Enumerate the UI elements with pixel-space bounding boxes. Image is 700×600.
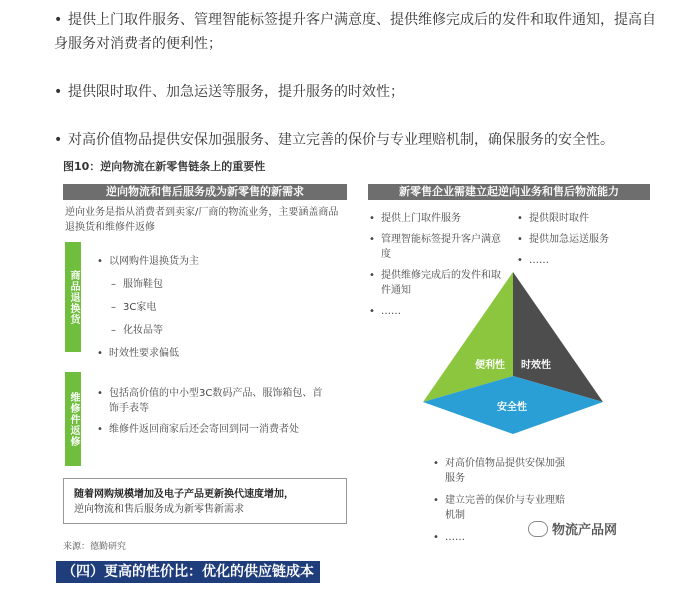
summary-line-2: 逆向物流和售后服务成为新零售新需求	[74, 504, 244, 515]
summary-line-1: 随着网购规模增加及电子产品更新换代速度增加，	[74, 489, 294, 500]
list-item: • ……	[433, 532, 465, 543]
wechat-icon	[528, 521, 548, 537]
watermark-text: 物流产品网	[552, 523, 618, 538]
list-item: • ……	[369, 306, 401, 317]
list-item: • 对高价值物品提供安保加强服务	[433, 458, 565, 484]
pyramid-bottom-label: 安全性	[497, 402, 527, 413]
bullet-dot: •	[54, 84, 63, 100]
paragraph-2-text: 提供限时取件、加急运送等服务，提升服务的时效性；	[68, 84, 404, 100]
paragraph-3-text: 对高价值物品提供安保加强服务、建立完善的保价与专业理赔机制，确保服务的安全性。	[68, 132, 614, 148]
pyramid-right-label: 时效性	[521, 360, 551, 371]
paragraph-3	[54, 128, 664, 152]
figure-10	[55, 158, 655, 556]
watermark	[528, 519, 617, 538]
right-panel-header: 新零售企业需建立起逆向业务和售后物流能力	[368, 184, 650, 200]
list-item: • 提供上门取件服务	[369, 213, 461, 224]
left-panel-header: 逆向物流和售后服务成为新零售的新需求	[63, 184, 347, 200]
list-item: • 提供限时取件	[517, 213, 589, 224]
list-item: • 以网购件退换货为主	[97, 256, 199, 267]
list-item: • 提供加急运送服务	[517, 234, 609, 245]
list-item: • 提供维修完成后的发件和取件通知	[369, 270, 501, 296]
left-intro-text: 逆向业务是指从消费者到卖家/厂商的物流业务，主要涵盖商品退换货和维修件返修	[65, 207, 339, 233]
list-item: • ……	[517, 255, 549, 266]
list-item: • 管理智能标签提升客户满意度	[369, 234, 501, 260]
bullet-dot: •	[54, 132, 63, 148]
tab-returns-exchanges: 商品退换货	[65, 242, 81, 352]
paragraph-1-text: 提供上门取件服务、管理智能标签提升客户满意度、提供维修完成后的发件和取件通知，提高自身服务对消费者的便利性；	[54, 12, 656, 52]
source-note: 来源：德勤研究	[63, 542, 127, 552]
tab-repair-returns: 维修件返修	[65, 372, 81, 466]
figure-title: 图10：逆向物流在新零售链条上的重要性	[63, 160, 266, 173]
service-pyramid	[423, 272, 603, 437]
list-item: – 3C家电	[111, 302, 157, 313]
bullet-dot: •	[54, 12, 63, 28]
pyramid-left-label: 便利性	[475, 360, 505, 371]
section-heading: （四）更高的性价比：优化的供应链成本	[56, 561, 320, 583]
list-item: – 化妆品等	[111, 325, 163, 336]
paragraph-1	[54, 8, 664, 56]
list-item: – 服饰鞋包	[111, 279, 163, 290]
paragraph-2	[54, 80, 664, 104]
timeliness-list	[517, 211, 637, 274]
list-item: • 维修件返回商家后还会寄回到同一消费者处	[97, 424, 299, 435]
returns-list	[97, 254, 327, 369]
list-item: • 包括高价值的中小型3C数码产品、服饰箱包、首饰手表等	[97, 388, 323, 414]
list-item: • 建立完善的保价与专业理赔机制	[433, 495, 565, 521]
repair-list	[97, 386, 327, 443]
summary-box	[63, 478, 347, 524]
list-item: • 时效性要求偏低	[97, 348, 179, 359]
